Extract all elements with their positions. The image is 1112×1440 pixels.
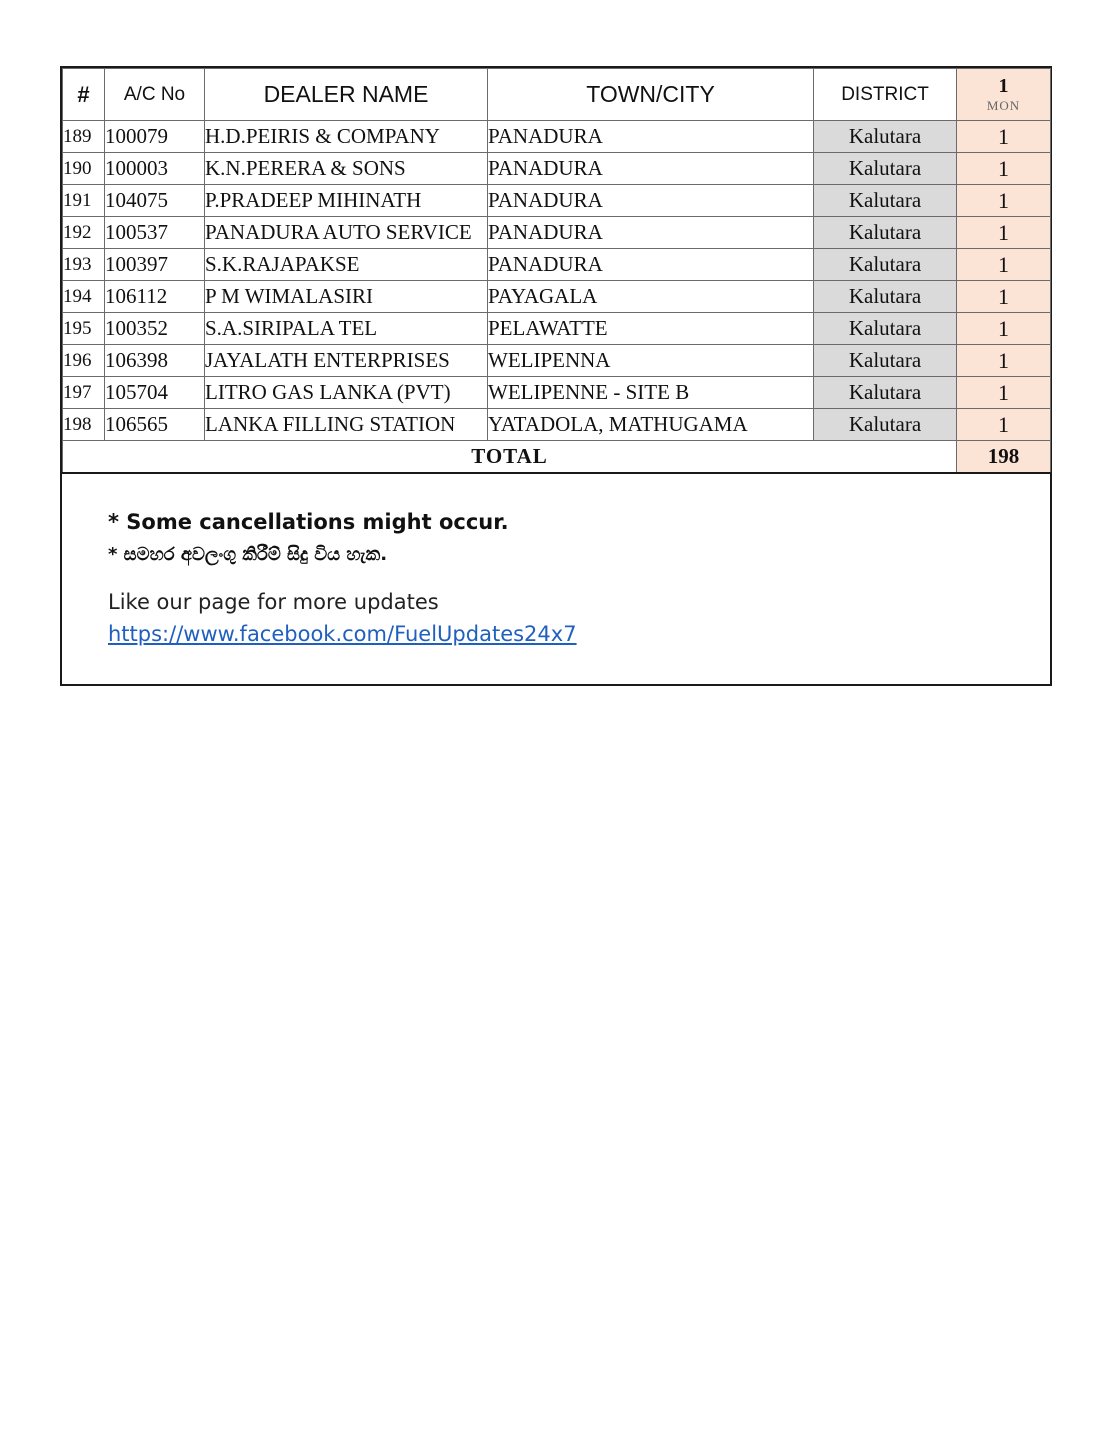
row-district: Kalutara [814, 153, 957, 185]
header-number: # [63, 69, 105, 121]
table-row [63, 217, 1051, 249]
row-district: Kalutara [814, 217, 957, 249]
row-count: 1 [957, 345, 1051, 377]
row-dealer-name: P.PRADEEP MIHINATH [205, 185, 488, 217]
row-district: Kalutara [814, 281, 957, 313]
row-dealer-name: PANADURA AUTO SERVICE [205, 217, 488, 249]
row-number: 194 [63, 281, 105, 313]
row-ac-no: 100003 [105, 153, 205, 185]
notes-section [62, 474, 1050, 684]
row-dealer-name: H.D.PEIRIS & COMPANY [205, 121, 488, 153]
row-district: Kalutara [814, 377, 957, 409]
total-value: 198 [957, 441, 1051, 474]
header-town-city: TOWN/CITY [488, 69, 814, 121]
row-count: 1 [957, 185, 1051, 217]
row-town: PANADURA [488, 121, 814, 153]
row-dealer-name: S.A.SIRIPALA TEL [205, 313, 488, 345]
table-row [63, 153, 1051, 185]
row-ac-no: 105704 [105, 377, 205, 409]
row-count: 1 [957, 313, 1051, 345]
row-town: PAYAGALA [488, 281, 814, 313]
row-count: 1 [957, 249, 1051, 281]
row-number: 196 [63, 345, 105, 377]
row-district: Kalutara [814, 345, 957, 377]
row-count: 1 [957, 409, 1051, 441]
row-district: Kalutara [814, 409, 957, 441]
table-row [63, 249, 1051, 281]
header-dealer-name: DEALER NAME [205, 69, 488, 121]
table-row [63, 345, 1051, 377]
row-district: Kalutara [814, 185, 957, 217]
row-district: Kalutara [814, 249, 957, 281]
row-ac-no: 106565 [105, 409, 205, 441]
table-row [63, 185, 1051, 217]
row-ac-no: 106112 [105, 281, 205, 313]
row-number: 198 [63, 409, 105, 441]
row-town: WELIPENNE - SITE B [488, 377, 814, 409]
row-number: 192 [63, 217, 105, 249]
row-town: PANADURA [488, 153, 814, 185]
row-town: PANADURA [488, 217, 814, 249]
row-ac-no: 100079 [105, 121, 205, 153]
header-district: DISTRICT [814, 69, 957, 121]
header-ac-no: A/C No [105, 69, 205, 121]
row-dealer-name: LANKA FILLING STATION [205, 409, 488, 441]
row-count: 1 [957, 377, 1051, 409]
table-header-row [63, 69, 1051, 121]
header-day [957, 69, 1051, 121]
header-day-number: 1 [998, 74, 1009, 97]
row-town: PELAWATTE [488, 313, 814, 345]
row-count: 1 [957, 281, 1051, 313]
table-row [63, 121, 1051, 153]
facebook-page-link[interactable]: https://www.facebook.com/FuelUpdates24x7 [108, 622, 577, 646]
cancellation-note-sinhala: * සමහර අවලංගු කිරීම් සිදු විය හැක. [108, 544, 388, 565]
row-town: WELIPENNA [488, 345, 814, 377]
row-district: Kalutara [814, 313, 957, 345]
row-count: 1 [957, 121, 1051, 153]
row-town: YATADOLA, MATHUGAMA [488, 409, 814, 441]
table-row [63, 313, 1051, 345]
row-number: 190 [63, 153, 105, 185]
table-row [63, 377, 1051, 409]
row-town: PANADURA [488, 249, 814, 281]
total-label: TOTAL [63, 441, 957, 474]
row-ac-no: 106398 [105, 345, 205, 377]
row-district: Kalutara [814, 121, 957, 153]
row-dealer-name: LITRO GAS LANKA (PVT) [205, 377, 488, 409]
row-dealer-name: K.N.PERERA & SONS [205, 153, 488, 185]
dealer-table [62, 68, 1051, 474]
row-dealer-name: S.K.RAJAPAKSE [205, 249, 488, 281]
row-number: 189 [63, 121, 105, 153]
row-ac-no: 100537 [105, 217, 205, 249]
row-number: 197 [63, 377, 105, 409]
table-row [63, 281, 1051, 313]
row-dealer-name: P M WIMALASIRI [205, 281, 488, 313]
row-number: 195 [63, 313, 105, 345]
cancellation-note-english: * Some cancellations might occur. [108, 510, 509, 534]
row-dealer-name: JAYALATH ENTERPRISES [205, 345, 488, 377]
row-count: 1 [957, 153, 1051, 185]
row-ac-no: 100352 [105, 313, 205, 345]
table-row [63, 409, 1051, 441]
row-number: 193 [63, 249, 105, 281]
like-page-text: Like our page for more updates [108, 590, 439, 614]
header-day-name: MON [986, 97, 1021, 113]
row-ac-no: 104075 [105, 185, 205, 217]
row-town: PANADURA [488, 185, 814, 217]
dealer-list-sheet [60, 66, 1052, 686]
row-number: 191 [63, 185, 105, 217]
total-row [63, 441, 1051, 474]
row-count: 1 [957, 217, 1051, 249]
row-ac-no: 100397 [105, 249, 205, 281]
